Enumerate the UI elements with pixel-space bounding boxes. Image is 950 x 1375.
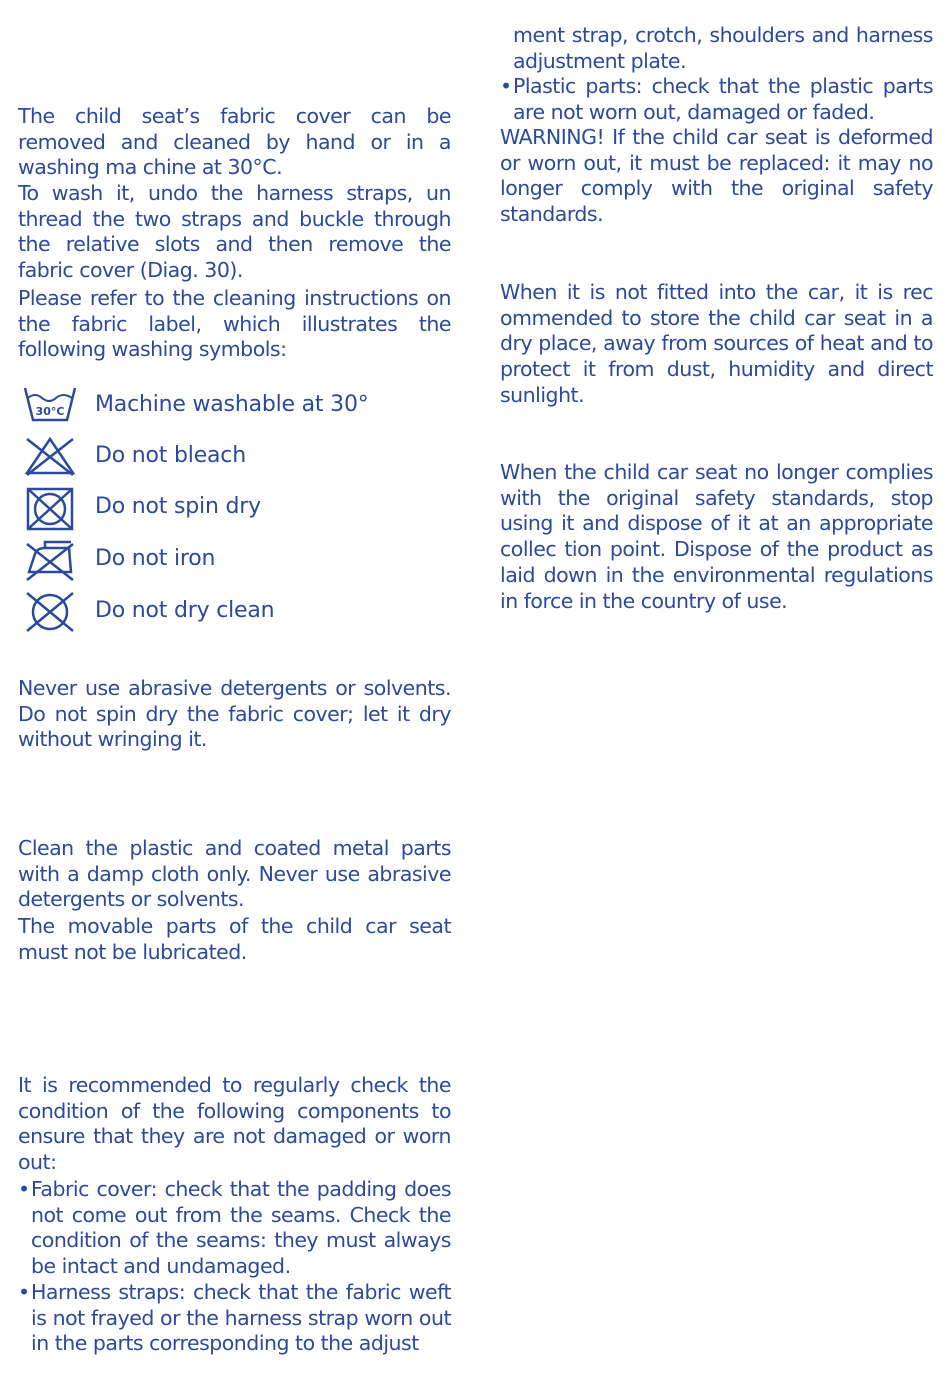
bullet-marker: • — [18, 1177, 30, 1201]
storage-paragraph: When it is not fitted into the car, it is rec ommended to store the child car seat in a dry place, away from sources of heat and to protect it from dust, humidity and direct sunlight. — [500, 280, 933, 407]
machine-wash-30-icon-text: 30°C — [35, 405, 65, 418]
symbol-row-no-bleach — [18, 435, 451, 479]
lubrication-paragraph: The movable parts of the child car seat must not be lubricated. — [18, 914, 451, 964]
symbol-row-no-iron — [18, 538, 451, 582]
symbol-row-no-dry-clean — [18, 590, 451, 634]
no-dry-clean-icon — [21, 590, 79, 634]
bullet-harness-continued — [500, 23, 933, 74]
no-iron-icon — [21, 538, 79, 582]
bullet-fabric-cover-text: Fabric cover: check that the padding does not come out from the seams. Check the condition of the seams: they must always be intact and undamaged. — [31, 1177, 451, 1279]
plastic-cleaning-paragraph: Clean the plastic and coated metal parts with a damp cloth only. Never use abrasive detergents or solvents. — [18, 836, 451, 912]
replacement-warning-paragraph: WARNING! If the child car seat is deformed or worn out, it must be replaced: it may no longer comply with the original safety standards. — [500, 125, 933, 227]
symbol-label-no-iron: Do not iron — [95, 546, 216, 571]
symbol-label-no-dry-clean: Do not dry clean — [95, 598, 275, 623]
disposal-paragraph: When the child car seat no longer complies with the original safety standards, stop using it and dispose of it at an appropriate collec tion point. Dispose of the product as laid down in the environmental regulations in force in the country of use. — [500, 460, 933, 613]
symbol-row-wash-30 — [18, 384, 451, 428]
bullet-plastic-parts-text: Plastic parts: check that the plastic parts are not worn out, damaged or faded. — [513, 74, 933, 124]
bullet-marker: • — [500, 74, 512, 98]
detergent-warning-paragraph: Never use abrasive detergents or solvents. Do not spin dry the fabric cover; let it dry without wringing it. — [18, 676, 451, 752]
bullet-marker: • — [18, 1280, 30, 1304]
bullet-harness-straps — [18, 1280, 451, 1357]
label-reference-paragraph: Please refer to the cleaning instructions on the fabric label, which illustrates the following washing symbols: — [18, 286, 451, 362]
bullet-plastic-parts — [500, 74, 933, 125]
no-spin-dry-icon — [21, 486, 79, 532]
symbol-label-no-bleach: Do not bleach — [95, 443, 246, 468]
bullet-fabric-cover — [18, 1177, 451, 1280]
symbol-label-wash-30: Machine washable at 30° — [95, 392, 369, 417]
bullet-harness-straps-text: Harness straps: check that the fabric weft is not frayed or the harness strap worn out in the parts corresponding to the adjust — [31, 1280, 451, 1356]
inspection-intro-paragraph: It is recommended to regularly check the condition of the following components to ensure that they are not damaged or worn out: — [18, 1073, 451, 1175]
symbol-row-no-spin-dry — [18, 486, 451, 530]
cleaning-intro-paragraph: The child seat’s fabric cover can be removed and cleaned by hand or in a washing ma chine at 30°C. — [18, 104, 451, 180]
no-bleach-icon — [21, 435, 79, 479]
wash-steps-paragraph: To wash it, undo the harness straps, un thread the two straps and buckle through the relative slots and then remove the fabric cover (Diag. 30). — [18, 181, 451, 283]
symbol-label-no-spin-dry: Do not spin dry — [95, 494, 261, 519]
machine-wash-30-icon — [21, 384, 79, 428]
bullet-harness-continued-text: ment strap, crotch, shoulders and harness adjustment plate. — [513, 23, 933, 73]
